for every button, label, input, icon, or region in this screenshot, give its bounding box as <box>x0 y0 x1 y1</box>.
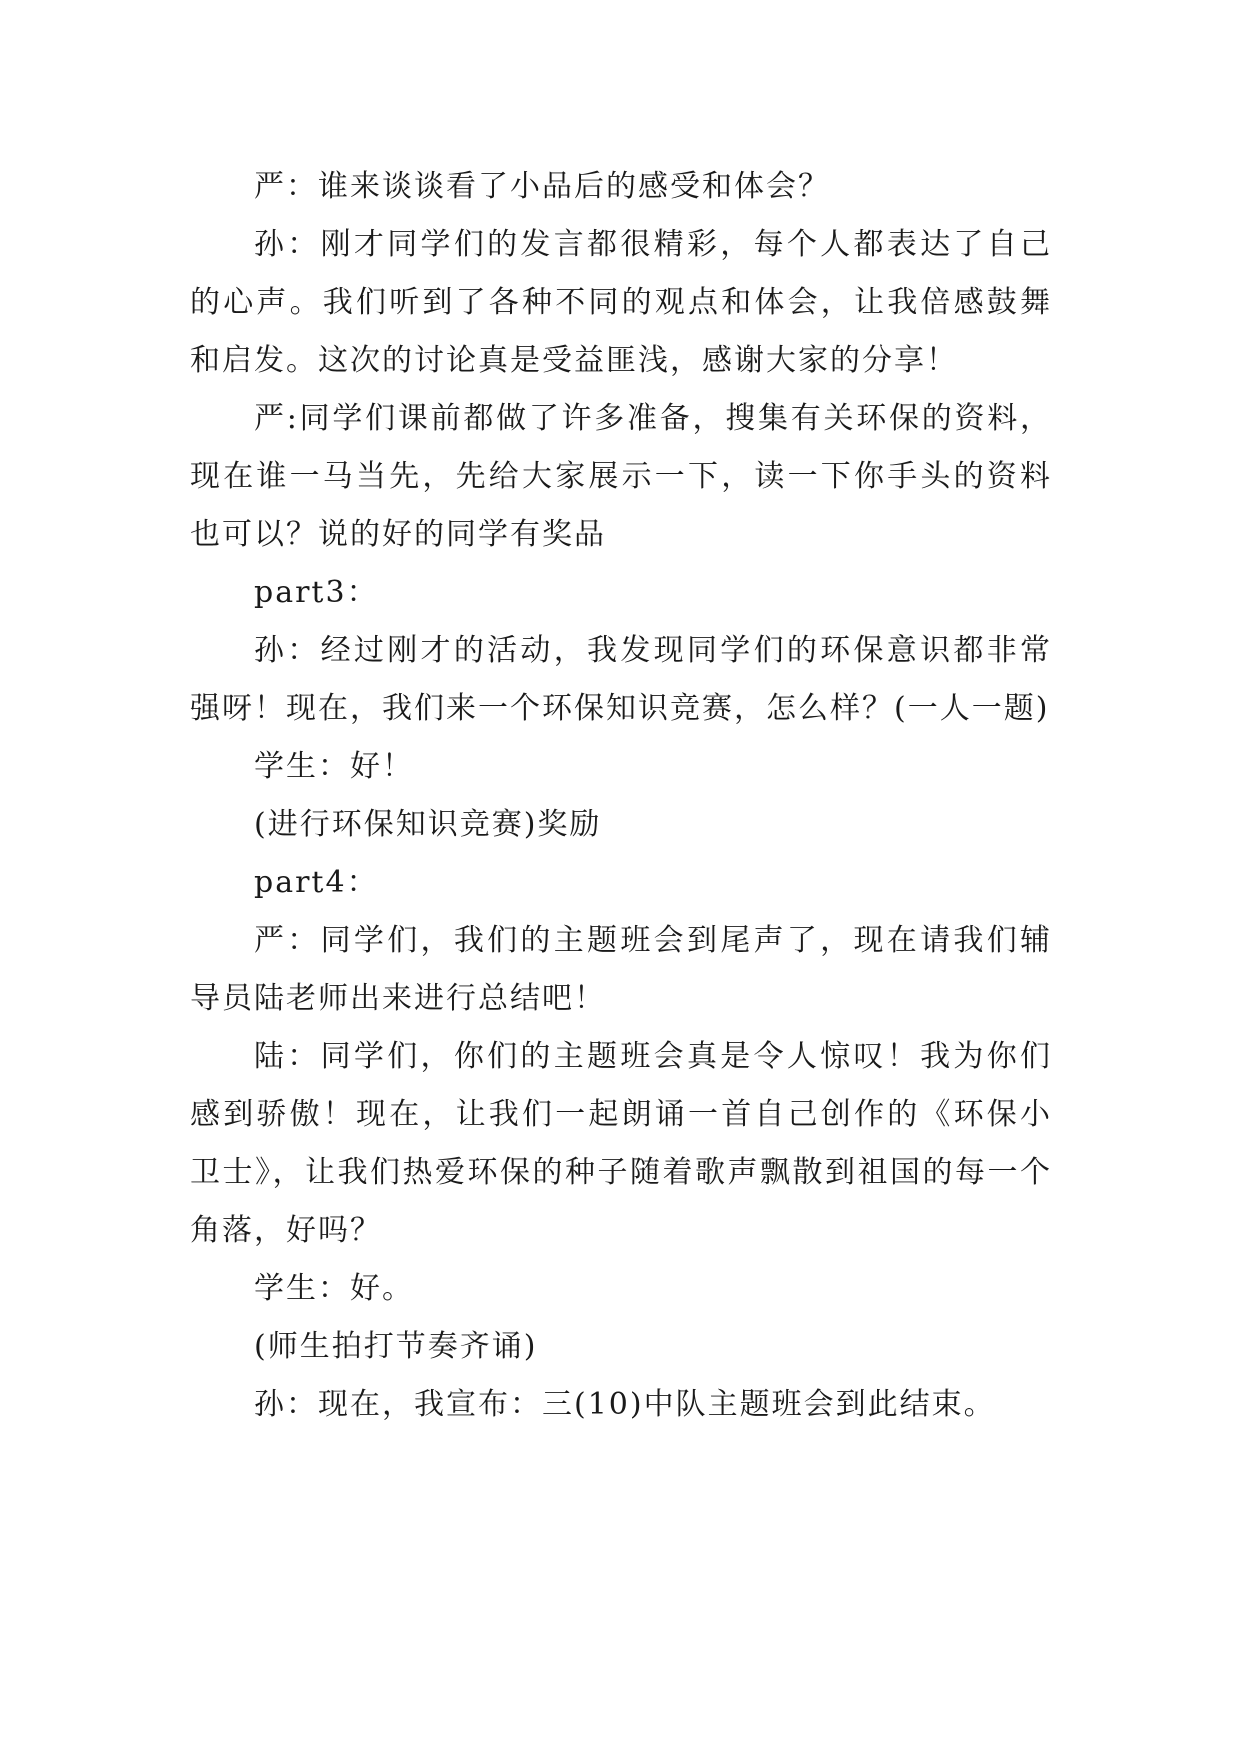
paragraph-part4-heading: part4： <box>254 865 379 900</box>
paragraph-9: 严：同学们，我们的主题班会到尾声了，现在请我们辅导员陆老师出来进行总结吧！ <box>190 923 1052 1016</box>
paragraph-6: 学生：好！ <box>254 749 414 784</box>
paragraph-5: 孙：经过刚才的活动，我发现同学们的环保意识都非常强呀！现在，我们来一个环保知识竞赛，怎么样？(一人一题) <box>190 633 1052 726</box>
paragraph-part3-heading: part3： <box>254 575 379 610</box>
paragraph-12: (师生拍打节奏齐诵) <box>254 1329 538 1364</box>
paragraph-1: 严：谁来谈谈看了小品后的感受和体会？ <box>254 169 830 204</box>
paragraph-2: 孙：刚才同学们的发言都很精彩，每个人都表达了自己的心声。我们听到了各种不同的观点和体会，让我倍感鼓舞和启发。这次的讨论真是受益匪浅，感谢大家的分享！ <box>190 227 1052 378</box>
paragraph-11: 学生：好。 <box>254 1271 414 1306</box>
paragraph-10: 陆：同学们，你们的主题班会真是令人惊叹！我为你们感到骄傲！现在，让我们一起朗诵一首自己创作的《环保小卫士》，让我们热爱环保的种子随着歌声飘散到祖国的每一个角落，好吗？ <box>190 1039 1052 1248</box>
paragraph-13: 孙：现在，我宣布：三(10)中队主题班会到此结束。 <box>254 1387 996 1422</box>
paragraph-3: 严:同学们课前都做了许多准备，搜集有关环保的资料，现在谁一马当先，先给大家展示一下，读一下你手头的资料也可以？说的好的同学有奖品 <box>190 401 1052 552</box>
document-body <box>190 158 1052 1434</box>
paragraph-7: (进行环保知识竞赛)奖励 <box>254 807 602 842</box>
